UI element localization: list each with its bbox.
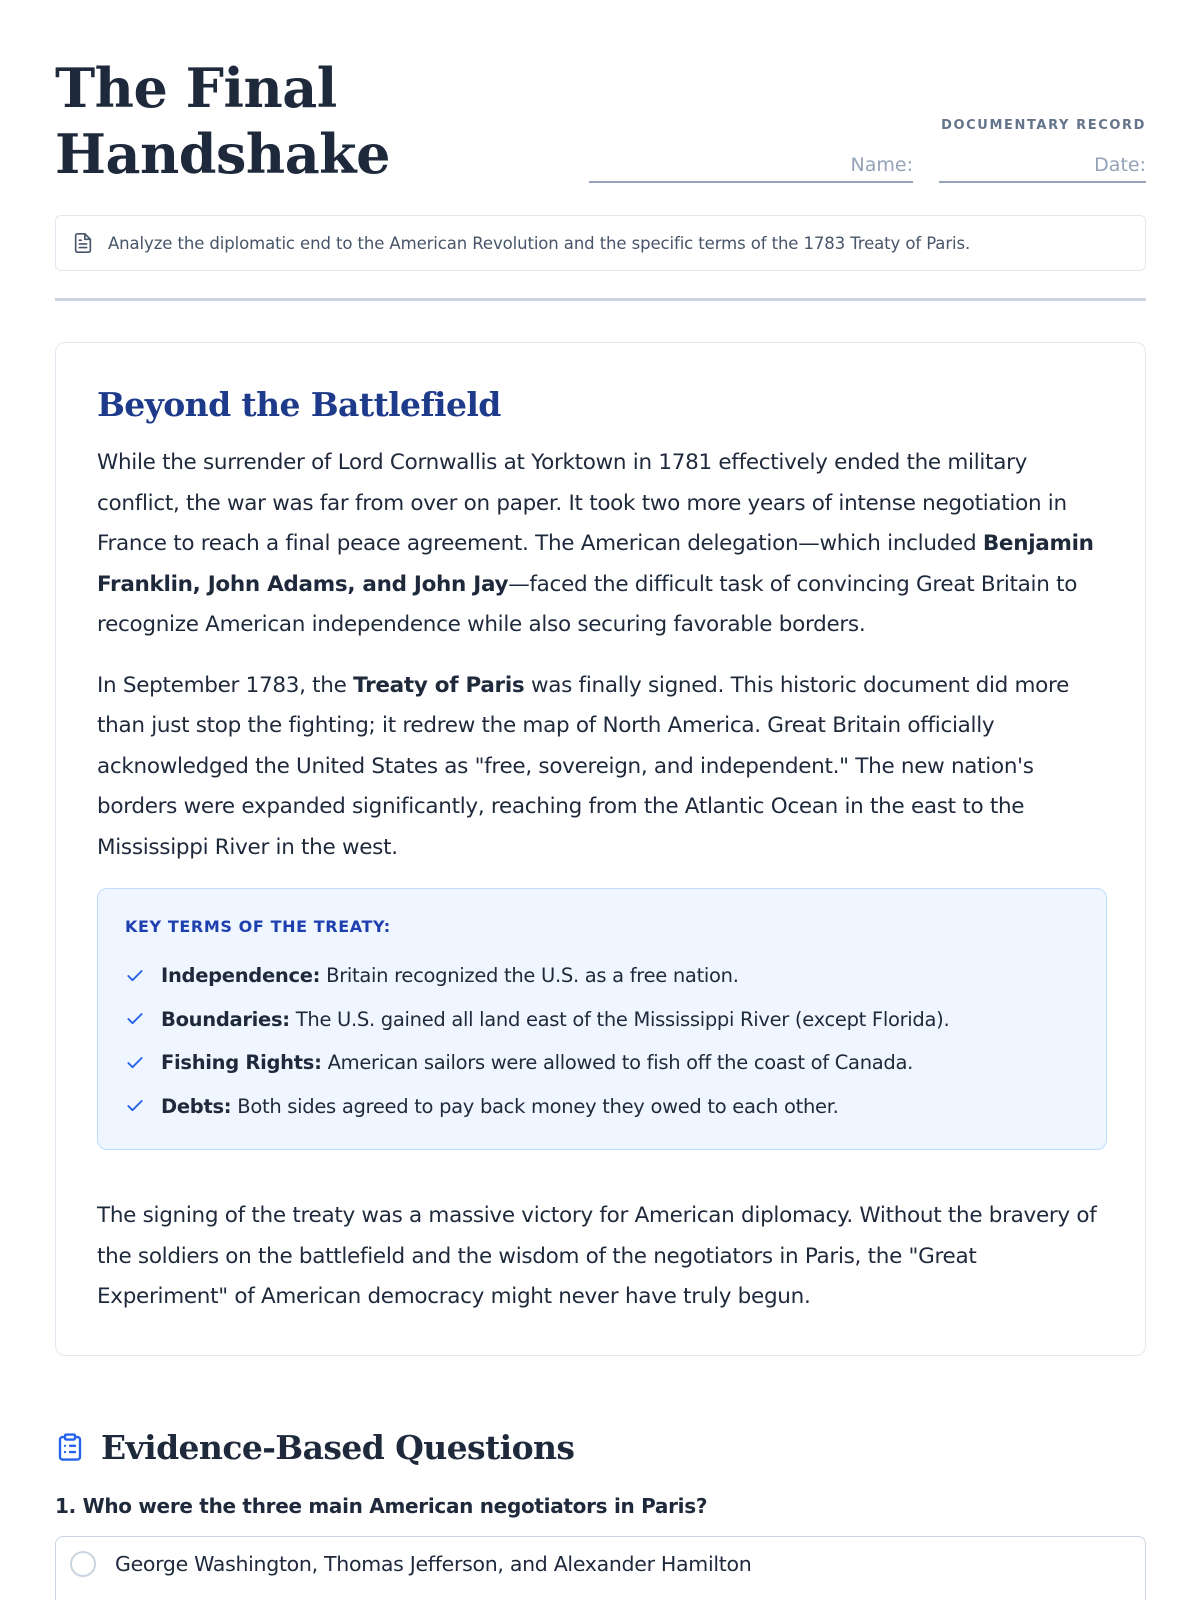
p1-text-c: —faced the difficult task of convincing Great Britain to recognize American independence while also securing favorable borders. bbox=[97, 571, 1078, 637]
option-text: George Washington, Thomas Jefferson, and Alexander Hamilton bbox=[115, 1552, 752, 1576]
treaty-highlight: Treaty of Paris bbox=[353, 672, 525, 698]
clipboard-list-icon bbox=[55, 1432, 85, 1462]
radio-button[interactable] bbox=[70, 1551, 96, 1577]
reading-heading: Beyond the Battlefield bbox=[97, 385, 501, 424]
date-label: Date: bbox=[1094, 154, 1146, 176]
check-icon bbox=[125, 1096, 145, 1116]
section-divider bbox=[55, 298, 1146, 301]
negotiators-highlight: Benjamin Franklin, John Adams, and John Jay bbox=[97, 531, 1094, 597]
question-1: 1. Who were the three main American negotiators in Paris? bbox=[55, 1494, 708, 1518]
questions-title: Evidence-Based Questions bbox=[101, 1427, 575, 1467]
p2-text-c: was finally signed. This historic document did more than just stop the fighting; it redrew the map of North America. Great Britain officially acknowledged the United States as "free, sovereign, and independent." The new nation's borders were expanded significantly, reaching from the Atlantic Ocean in the east to the Mississippi River in the west. bbox=[97, 672, 1070, 860]
objective-box bbox=[55, 215, 1146, 271]
documentary-record-label: DOCUMENTARY RECORD bbox=[941, 118, 1146, 133]
p2-text-a: In September 1783, the bbox=[97, 672, 354, 698]
list-item bbox=[125, 954, 1106, 998]
questions-section bbox=[55, 1423, 1146, 1600]
date-field[interactable] bbox=[939, 151, 1146, 183]
term-text: The U.S. gained all land east of the Mississippi River (except Florida). bbox=[295, 1007, 950, 1031]
term-label: Boundaries: bbox=[161, 1007, 290, 1031]
list-item bbox=[125, 1041, 1106, 1085]
question-1-option-a[interactable] bbox=[55, 1536, 1146, 1600]
reading-paragraph-2 bbox=[97, 666, 1105, 869]
list-item bbox=[125, 998, 1106, 1042]
check-icon bbox=[125, 1053, 145, 1073]
name-field[interactable] bbox=[589, 151, 913, 183]
list-item bbox=[125, 1085, 1106, 1129]
objective-text: Analyze the diplomatic end to the American Revolution and the specific terms of the 1783 Treaty of Paris. bbox=[108, 233, 971, 253]
reading-paragraph-1 bbox=[97, 443, 1105, 646]
reading-paragraph-3: The signing of the treaty was a massive victory for American diplomacy. Without the bravery of the soldiers on the battlefield and the wisdom of the negotiators in Paris, the "Great Experiment" of American democracy might never have truly begun. bbox=[97, 1203, 1097, 1309]
questions-heading bbox=[55, 1423, 1146, 1471]
check-icon bbox=[125, 1009, 145, 1029]
check-icon bbox=[125, 966, 145, 986]
document-icon bbox=[72, 232, 94, 254]
term-text: Both sides agreed to pay back money they owed to each other. bbox=[237, 1094, 839, 1118]
title-line-1: The Final bbox=[55, 56, 337, 120]
term-text: Britain recognized the U.S. as a free nation. bbox=[326, 964, 739, 988]
title-line-2: Handshake bbox=[55, 122, 390, 186]
reading-card bbox=[55, 342, 1146, 1356]
page-header bbox=[55, 55, 1146, 190]
key-terms-list bbox=[125, 954, 1106, 1128]
term-text: American sailors were allowed to fish off the coast of Canada. bbox=[327, 1051, 914, 1075]
term-label: Independence: bbox=[161, 964, 321, 988]
name-label: Name: bbox=[850, 154, 913, 176]
term-label: Fishing Rights: bbox=[161, 1051, 322, 1075]
key-terms-title: KEY TERMS OF THE TREATY: bbox=[125, 917, 391, 936]
p1-text-a: While the surrender of Lord Cornwallis at Yorktown in 1781 effectively ended the military conflict, the war was far from over on paper. It took two more years of intense negotiation in France to reach a final peace agreement. The American delegation—which included bbox=[97, 450, 1067, 556]
key-terms-box bbox=[97, 888, 1107, 1150]
term-label: Debts: bbox=[161, 1094, 232, 1118]
